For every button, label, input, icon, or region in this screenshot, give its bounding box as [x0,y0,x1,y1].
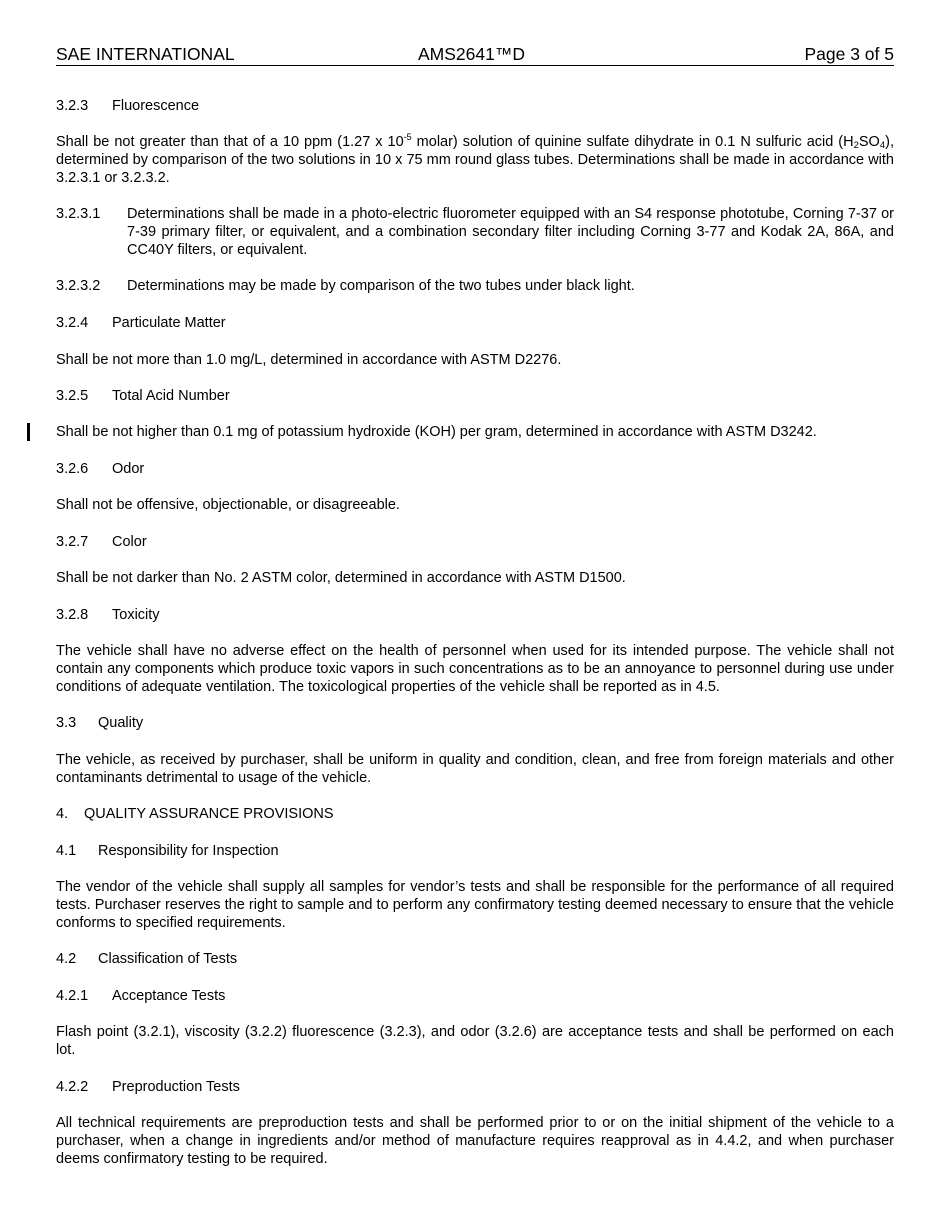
paragraph-3-2-3: Shall be not greater than that of a 10 ppm (1.27 x $10^{-5}$ molar) solution of quinine sulfate dihydrate in 0.1 N sulfuric acid $(H_2SO_4)$, determined by comparison of the two solutions in 10 x 75 mm round glass tubes. Determinations shall be made in accordance with 3.2.3.1 or 3.2.3.2. [56,132,894,186]
section-title: Toxicity [112,607,160,623]
paragraph-3-2-5: Shall be not higher than 0.1 mg of potassium hydroxide (KOH) per gram, determined in accordance with ASTM D3242. [56,424,817,440]
header-document-number: AMS2641™D [418,44,525,64]
section-number: 3.2.6 [56,461,89,477]
paragraph-3-2-7: Shall be not darker than No. 2 ASTM color, determined in accordance with ASTM D1500. [56,570,626,586]
heading-4-1 [56,842,894,860]
heading-4-2 [56,950,894,968]
section-title: Fluorescence [112,98,200,114]
section-title: Preproduction Tests [112,1079,240,1095]
paragraph-4-1: The vendor of the vehicle shall supply all samples for vendor’s tests and shall be responsible for the performance of all required tests. Purchaser reserves the right to sample and to perform any confirmatory testing deemed necessary to ensure that the vehicle conforms to specified requirements. [56,879,894,931]
paragraph-4-2-1: Flash point (3.2.1), viscosity (3.2.2) fluorescence (3.2.3), and odor (3.2.6) are acceptance tests and shall be performed on each lot. [56,1024,894,1058]
section-title: QUALITY ASSURANCE PROVISIONS [84,806,334,822]
section-number: 3.2.3 [56,98,89,114]
paragraph-3-2-6: Shall not be offensive, objectionable, or disagreeable. [56,497,400,513]
section-title: Color [112,534,147,550]
exponent: -5 [403,132,412,142]
section-title: Classification of Tests [98,951,238,967]
header-organization: SAE INTERNATIONAL [56,44,235,64]
paragraph-4-2-2: All technical requirements are preproduction tests and shall be performed prior to or on the initial shipment of the vehicle to a purchaser, when a change in ingredients and/or method of manufacture requires reapproval as in 4.4.2, and when purchaser deems confirmatory testing to be required. [56,1115,894,1167]
heading-3-3 [56,714,894,732]
heading-3-2-7 [56,533,894,551]
paragraph-3-2-4: Shall be not more than 1.0 mg/L, determined in accordance with ASTM D2276. [56,352,562,368]
subscript: 2 [853,140,859,151]
section-title: Total Acid Number [112,388,230,404]
section-number: 4.2.1 [56,988,89,1004]
revision-bar [27,423,30,441]
section-number: 4.1 [56,843,77,859]
heading-3-2-3 [56,97,894,115]
section-number: 3.3 [56,715,77,731]
paragraph-3-3: The vehicle, as received by purchaser, shall be uniform in quality and condition, clean, and free from foreign materials and other contaminants detrimental to usage of the vehicle. [56,752,894,786]
paragraph-3-2-3-1 [56,205,894,258]
section-text: Determinations may be made by comparison of the two tubes under black light. [127,278,635,294]
heading-3-2-6 [56,460,894,478]
heading-3-2-5 [56,387,894,405]
heading-3-2-4 [56,314,894,332]
paragraph-3-2-8: The vehicle shall have no adverse effect on the health of personnel when used for its intended purpose. The vehicle shall not contain any components which produce toxic vapors in such concentrations as to be an annoyance to personnel during use under conditions of adequate ventilation. The toxicological properties of the vehicle shall be reported as in 4.5. [56,643,894,695]
section-number: 3.2.3.1 [56,206,101,222]
section-number: 3.2.7 [56,534,89,550]
section-title: Odor [112,461,145,477]
page-header [56,44,894,66]
section-number: 3.2.8 [56,607,89,623]
heading-3-2-8 [56,606,894,624]
section-title: Acceptance Tests [112,988,226,1004]
subscript: 4 [879,140,886,151]
section-number: 4.2 [56,951,77,967]
section-title: Responsibility for Inspection [98,843,279,859]
header-page-number: Page 3 of 5 [804,44,894,64]
section-number: 3.2.4 [56,315,89,331]
paragraph-3-2-3-2 [56,277,894,295]
section-title: Quality [98,715,144,731]
heading-4-2-2 [56,1078,894,1096]
section-title: Particulate Matter [112,315,226,331]
heading-4-2-1 [56,987,894,1005]
section-number: 4.2.2 [56,1079,89,1095]
section-number: 3.2.3.2 [56,278,101,294]
section-number: 3.2.5 [56,388,89,404]
section-number: 4. [56,806,69,822]
section-text: Determinations shall be made in a photo-electric fluorometer equipped with an S4 response phototube, Corning 7-37 or 7-39 primary filter, or equivalent, and a combination secondary filter including Corning 3-77 and Kodak 2A, 86A, and CC40Y filters, or equivalent. [127,206,894,258]
heading-4 [56,805,894,823]
